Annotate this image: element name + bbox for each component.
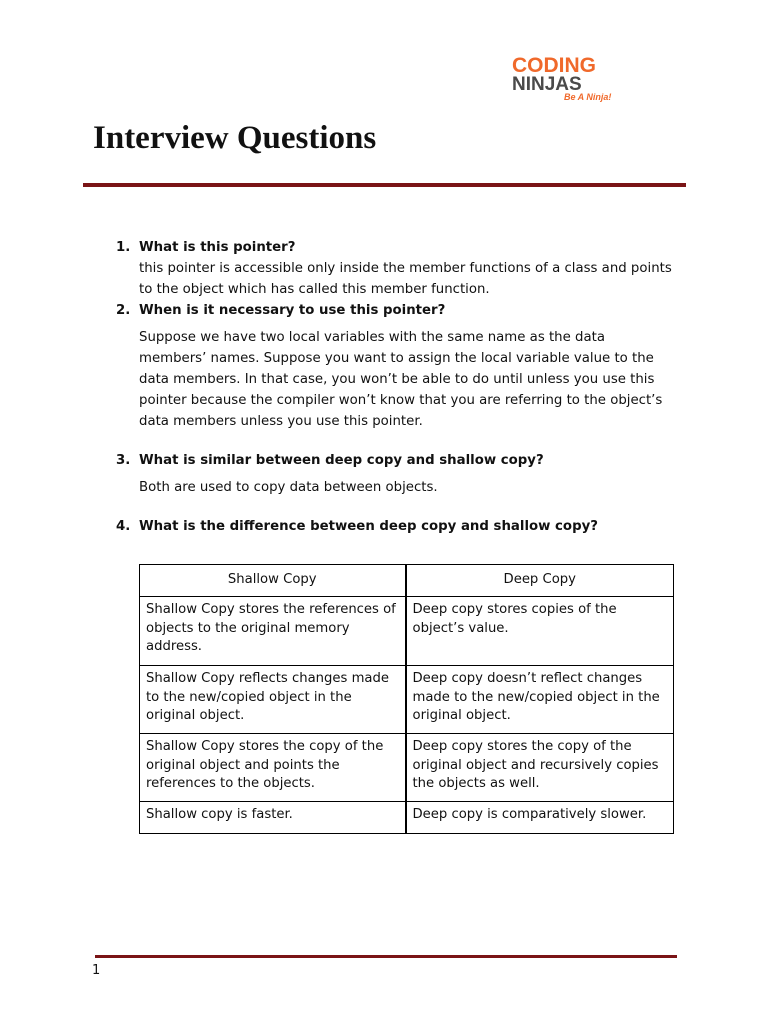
coding-ninjas-logo [510, 50, 630, 102]
question-block-3 [116, 450, 676, 498]
question-block-1 [116, 237, 676, 300]
table-row [140, 666, 674, 734]
answer-2: Suppose we have two local variables with the same name as the data members’ names. Suppose you want to assign the local variable value to the data members. In that case, you won’t be able to do until unless you use this pointer because the compiler won’t know that you are referring to the object’s data members unless you use this pointer. [139, 330, 663, 429]
logo-line1: CODING [512, 54, 596, 77]
comparison-table [139, 564, 674, 834]
table-row [140, 734, 674, 802]
table-cell: Shallow Copy stores the copy of the original object and points the references to the objects. [140, 734, 406, 802]
question-1 [116, 237, 676, 258]
table-header-row [140, 565, 674, 597]
table-cell: Deep copy doesn’t reflect changes made to the new/copied object in the original object. [406, 666, 674, 734]
question-text: What is this pointer? [139, 240, 296, 255]
logo-tagline: Be A Ninja! [564, 92, 612, 102]
question-text: What is the difference between deep copy and shallow copy? [139, 519, 598, 534]
header-shallow-copy: Shallow Copy [140, 565, 406, 597]
question-block-2 [116, 300, 676, 432]
question-number: 2. [116, 303, 131, 318]
question-text: What is similar between deep copy and shallow copy? [139, 453, 544, 468]
table-cell: Shallow copy is faster. [140, 802, 406, 834]
answer-3: Both are used to copy data between objects. [139, 480, 438, 495]
table-cell: Deep copy stores copies of the object’s value. [406, 597, 674, 666]
title-divider [83, 183, 686, 187]
question-block-4 [116, 516, 676, 537]
table-cell: Deep copy is comparatively slower. [406, 802, 674, 834]
question-4 [116, 516, 676, 537]
question-text: When is it necessary to use this pointer? [139, 303, 446, 318]
page-number: 1 [92, 963, 101, 978]
question-3 [116, 450, 676, 471]
table-cell: Shallow Copy reflects changes made to the new/copied object in the original object. [140, 666, 406, 734]
comparison-table-wrapper [139, 564, 673, 834]
table-cell: Deep copy stores the copy of the original object and recursively copies the objects as well. [406, 734, 674, 802]
header-deep-copy: Deep Copy [406, 565, 674, 597]
table-row [140, 802, 674, 834]
question-number: 4. [116, 519, 131, 534]
table-row [140, 597, 674, 666]
page-title: Interview Questions [93, 120, 377, 156]
footer-divider [95, 955, 677, 958]
question-number: 1. [116, 240, 131, 255]
question-number: 3. [116, 453, 131, 468]
table-cell: Shallow Copy stores the references of objects to the original memory address. [140, 597, 406, 666]
answer-1: this pointer is accessible only inside the member functions of a class and points to the object which has called this member function. [139, 261, 672, 297]
logo-line2: NINJAS [512, 74, 582, 95]
question-2 [116, 300, 676, 321]
